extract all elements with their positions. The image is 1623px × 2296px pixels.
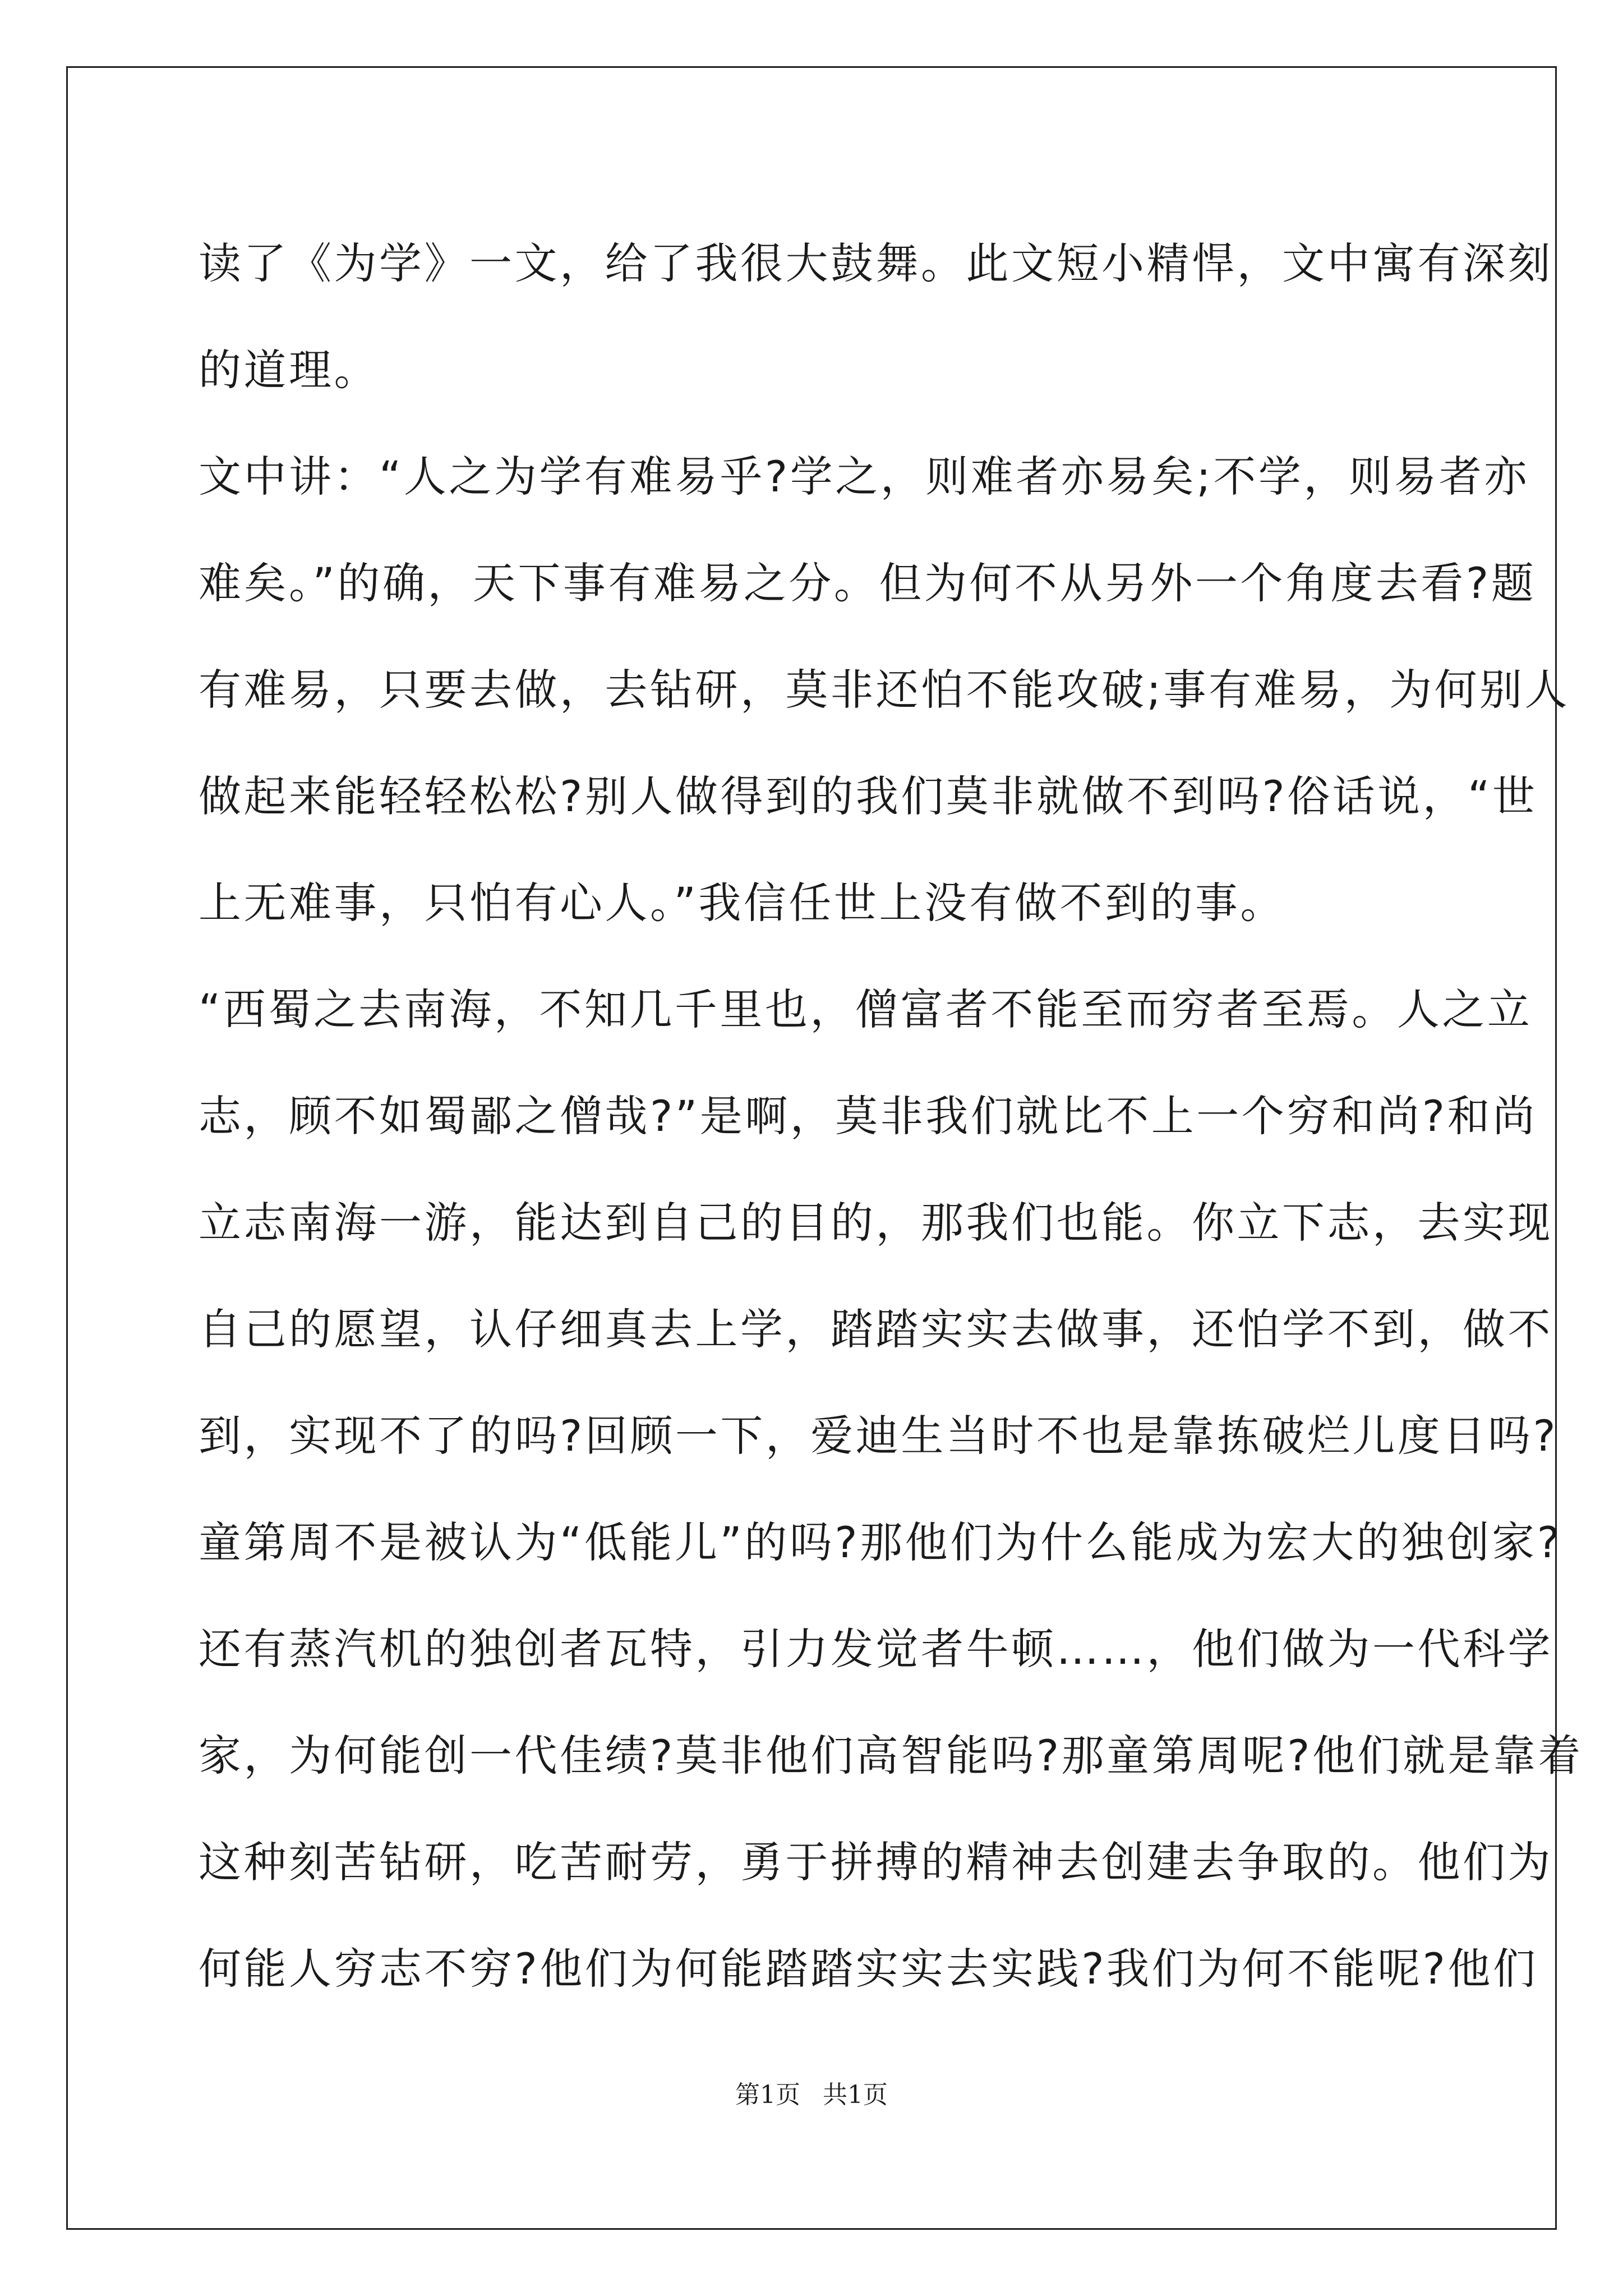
text-line: 志，顾不如蜀鄙之僧哉?”是啊，莫非我们就比不上一个穷和尚?和尚	[199, 1091, 1538, 1141]
paragraph-2	[199, 424, 1570, 956]
page-number: 第1页	[735, 2081, 800, 2109]
paragraph-3	[199, 956, 1584, 2022]
text-line: 自己的愿望，认仔细真去上学，踏踏实实去做事，还怕学不到，做不	[199, 1304, 1553, 1354]
text-line: 家，为何能创一代佳绩?莫非他们高智能吗?那童第周呢?他们就是靠着	[199, 1731, 1584, 1780]
document-body	[199, 210, 1584, 2022]
text-line: 童第周不是被认为“低能儿”的吗?那他们为什么能成为宏大的独创家?	[199, 1517, 1562, 1567]
text-line: 难矣。”的确，天下事有难易之分。但为何不从另外一个角度去看?题	[199, 558, 1537, 608]
text-line: 的道理。	[199, 345, 379, 395]
paragraph-1	[199, 210, 1553, 424]
text-line: 何能人穷志不穷?他们为何能踏踏实实去实践?我们为何不能呢?他们	[199, 1944, 1538, 1994]
text-line: 到，实现不了的吗?回顾一下，爱迪生当时不也是靠拣破烂儿度日吗?	[199, 1411, 1559, 1461]
text-line: 这种刻苦钻研，吃苦耐劳，勇于拼搏的精神去创建去争取的。他们为	[199, 1837, 1553, 1887]
text-line: “西蜀之去南海，不知几千里也，僧富者不能至而穷者至焉。人之立	[199, 984, 1533, 1034]
text-line: 还有蒸汽机的独创者瓦特，引力发觉者牛顿……，他们做为一代科学	[199, 1624, 1553, 1674]
text-line: 文中讲：“人之为学有难易乎?学之，则难者亦易矣;不学，则易者亦	[199, 452, 1529, 501]
text-line: 读了《为学》一文，给了我很大鼓舞。此文短小精悍，文中寓有深刻	[199, 238, 1553, 288]
text-line: 上无难事，只怕有心人。”我信任世上没有做不到的事。	[199, 878, 1285, 928]
text-line: 做起来能轻轻松松?别人做得到的我们莫非就做不到吗?俗话说，“世	[199, 771, 1538, 821]
page-footer	[0, 2078, 1623, 2112]
text-line: 有难易，只要去做，去钻研，莫非还怕不能攻破;事有难易，为何别人	[199, 665, 1570, 715]
page-total: 共1页	[823, 2081, 888, 2109]
text-line: 立志南海一游，能达到自己的目的，那我们也能。你立下志，去实现	[199, 1198, 1553, 1248]
